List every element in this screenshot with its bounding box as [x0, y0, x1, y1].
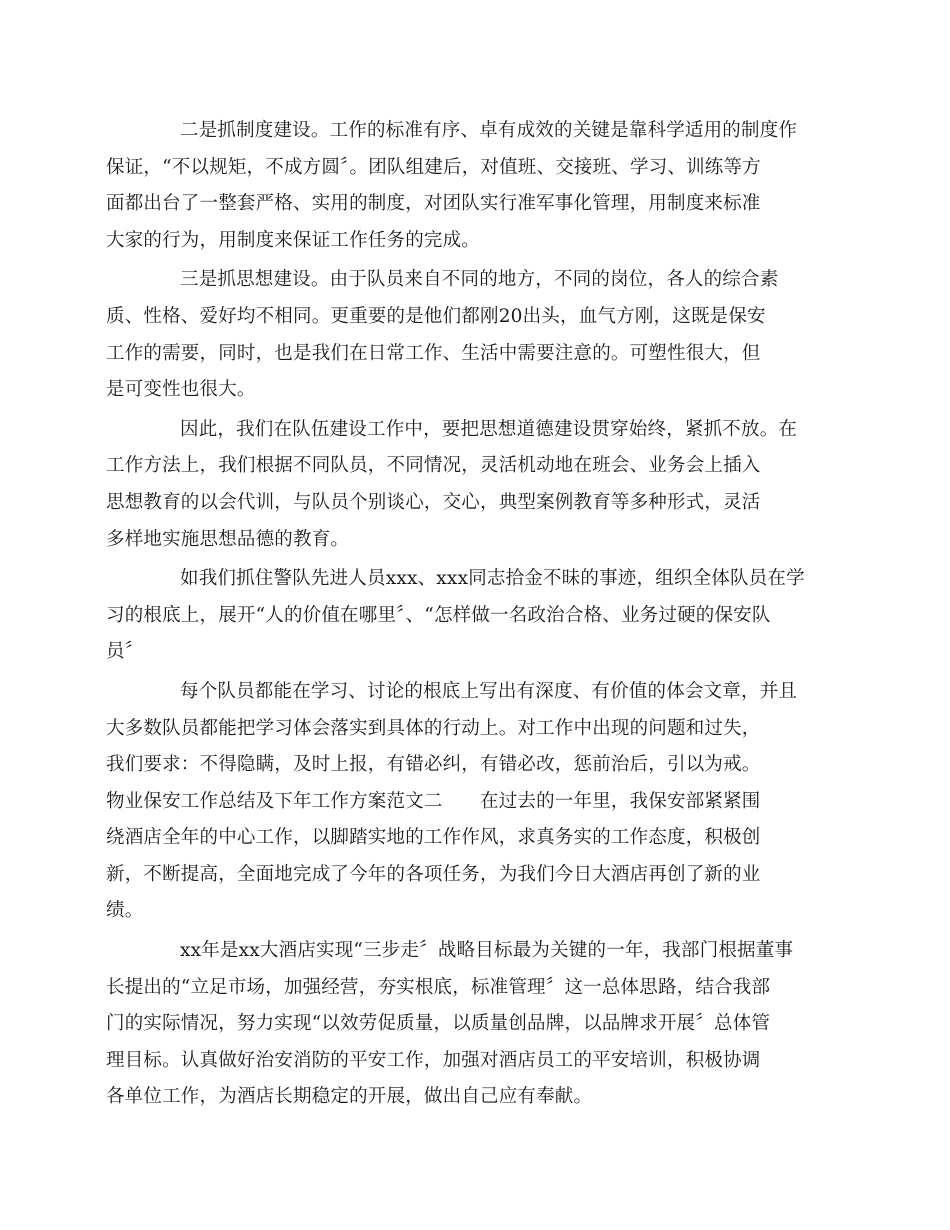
paragraph-hotel-goals — [106, 933, 811, 1116]
text-line: 绩。 — [106, 900, 144, 922]
text-line: 质、性格、爱好均不相同。更重要的是他们都刚20出头，血气方刚，这既是保安 — [106, 305, 766, 327]
text-line: 大家的行为，用制度来保证工作任务的完成。 — [106, 229, 481, 251]
paragraph-ideology-building — [106, 262, 811, 408]
text-line: 理目标。认真做好治安消防的平安工作，加强对酒店员工的平安培训，积极协调 — [106, 1049, 761, 1071]
text-line: 员〞 — [106, 641, 144, 663]
text-line: 各单位工作，为酒店长期稳定的开展，做出自己应有奉献。 — [106, 1086, 593, 1108]
text-line: 面都出台了一整套严格、实用的制度，对团队实行准军事化管理，用制度来标准 — [106, 193, 761, 215]
text-line: 保证，“不以规矩，不成方圆〞。团队组建后，对值班、交接班、学习、训练等方 — [106, 156, 761, 178]
text-line: 新，不断提高，全面地完成了今年的各项任务，为我们今日大酒店再创了新的业 — [106, 863, 761, 885]
text-line: 我们要求：不得隐瞒，及时上报，有错必纠，有错必改，惩前治后，引以为戒。 — [106, 754, 761, 776]
text-line: 二是抓制度建设。工作的标准有序、卓有成效的关键是靠科学适用的制度作 — [180, 120, 798, 141]
text-line: 工作的需要，同时，也是我们在日常工作、生活中需要注意的。可塑性很大，但 — [106, 342, 761, 364]
text-line: 大多数队员都能把学习体会落实到具体的行动上。对工作中出现的问题和过失， — [106, 717, 761, 739]
text-line: 长提出的“立足市场，加强经营，夯实根底，标准管理〞这一总体思路，结合我部 — [106, 976, 771, 998]
text-line: 门的实际情况，努力实现“以效劳促质量，以质量创品牌，以品牌求开展〞总体管 — [106, 1013, 771, 1035]
text-line: 绕酒店全年的中心工作，以脚踏实地的工作作风，求真务实的工作态度，积极创 — [106, 827, 761, 849]
text-line: 物业保安工作总结及下年工作方案范文二 在过去的一年里，我保安部紧紧围 — [106, 790, 761, 812]
paragraph-advanced-example — [106, 561, 811, 671]
paragraph-system-building — [106, 113, 811, 259]
text-line: 习的根底上，展开“人的价值在哪里〞、“怎样做一名政治合格、业务过硬的保安队 — [106, 604, 771, 626]
text-line: 因此，我们在队伍建设工作中，要把思想道德建设贯穿始终，紧抓不放。在 — [180, 418, 798, 440]
text-line: 如我们抓住警队先进人员xxx、xxx同志拾金不昧的事迹，组织全体队员在学 — [180, 568, 805, 590]
text-line: 三是抓思想建设。由于队员来自不同的地方，不同的岗位，各人的综合素 — [180, 269, 779, 291]
paragraph-moral-education — [106, 412, 811, 558]
text-line: 工作方法上，我们根据不同队员，不同情况，灵活机动地在班会、业务会上插入 — [106, 455, 761, 477]
text-line: 多样地实施思想品德的教育。 — [106, 528, 350, 550]
text-line: xx年是xx大酒店实现“三步走〞战略目标最为关键的一年，我部门根据董事 — [180, 940, 794, 962]
text-line: 是可变性也很大。 — [106, 379, 256, 401]
paragraph-study-and-summary — [106, 674, 811, 930]
document-body — [106, 113, 811, 1116]
text-line: 思想教育的以会代训，与队员个别谈心，交心，典型案例教育等多种形式，灵活 — [106, 491, 761, 513]
text-line: 每个队员都能在学习、讨论的根底上写出有深度、有价值的体会文章，并且 — [180, 680, 798, 702]
